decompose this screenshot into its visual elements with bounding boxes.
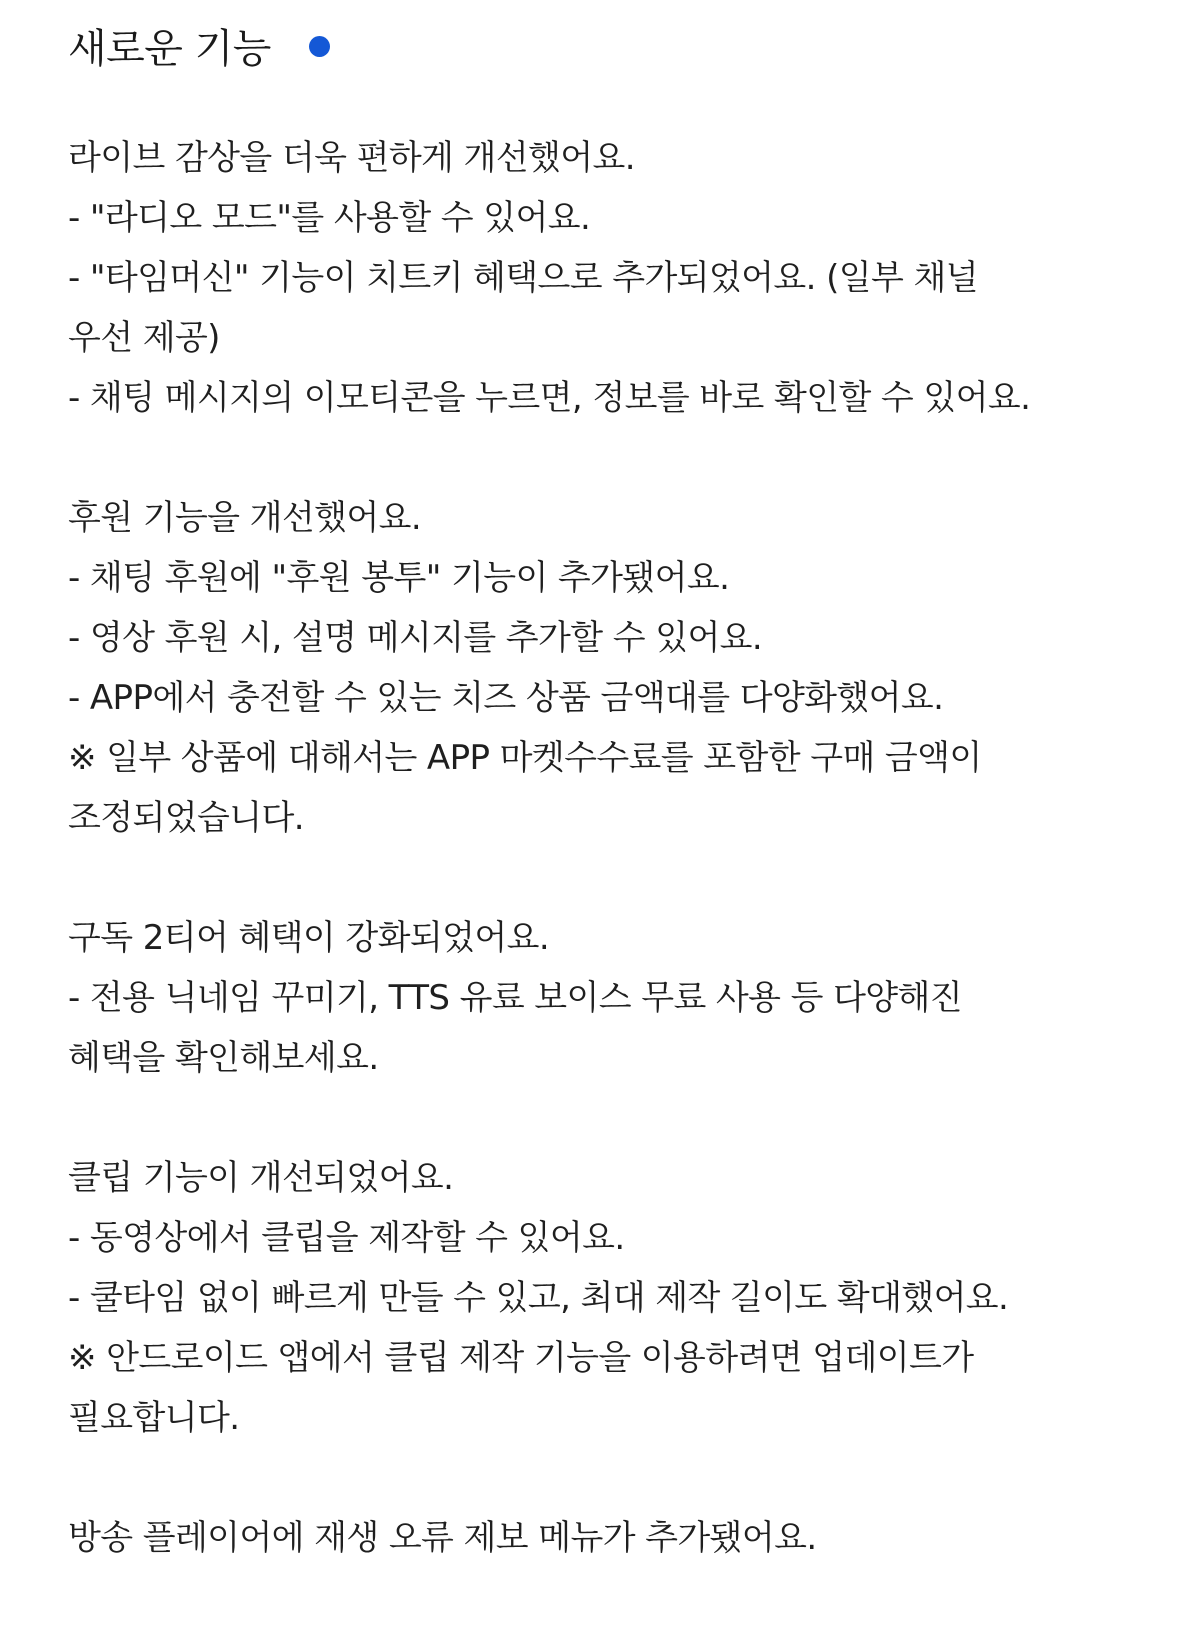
page-title: 새로운 기능 [68, 26, 271, 72]
note-line: - 쿨타임 없이 빠르게 만들 수 있고, 최대 제작 길이도 확대했어요. [68, 1278, 1009, 1318]
note-line: 필요합니다. [68, 1398, 240, 1438]
section-heading: 후원 기능을 개선했어요. [68, 498, 422, 538]
note-line: 우선 제공) [68, 318, 220, 358]
section-donation [68, 488, 1148, 848]
note-line: - APP에서 충전할 수 있는 치즈 상품 금액대를 다양화했어요. [68, 678, 944, 718]
section-heading: 클립 기능이 개선되었어요. [68, 1158, 454, 1198]
page-header [68, 18, 1200, 80]
note-line: ※ 안드로이드 앱에서 클립 제작 기능을 이용하려면 업데이트가 [68, 1338, 974, 1378]
section-subscription [68, 908, 1148, 1088]
note-line: - 영상 후원 시, 설명 메시지를 추가할 수 있어요. [68, 618, 763, 658]
new-indicator-dot [309, 36, 330, 57]
note-line: - 채팅 메시지의 이모티콘을 누르면, 정보를 바로 확인할 수 있어요. [68, 378, 1031, 418]
note-line: 혜택을 확인해보세요. [68, 1038, 379, 1078]
note-line: - 채팅 후원에 "후원 봉투" 기능이 추가됐어요. [68, 558, 730, 598]
note-line: ※ 일부 상품에 대해서는 APP 마켓수수료를 포함한 구매 금액이 [68, 738, 982, 778]
release-notes [68, 128, 1148, 1568]
note-line: 조정되었습니다. [68, 798, 304, 838]
section-clips [68, 1148, 1148, 1448]
note-line: - 동영상에서 클립을 제작할 수 있어요. [68, 1218, 625, 1258]
section-player [68, 1508, 1148, 1568]
note-line: - "라디오 모드"를 사용할 수 있어요. [68, 198, 591, 238]
section-heading: 구독 2티어 혜택이 강화되었어요. [68, 918, 550, 958]
note-line: - "타임머신" 기능이 치트키 혜택으로 추가되었어요. (일부 채널 [68, 258, 978, 298]
note-line: - 전용 닉네임 꾸미기, TTS 유료 보이스 무료 사용 등 다양해진 [68, 978, 963, 1018]
section-heading: 라이브 감상을 더욱 편하게 개선했어요. [68, 138, 635, 178]
section-heading: 방송 플레이어에 재생 오류 제보 메뉴가 추가됐어요. [68, 1518, 817, 1558]
section-live-viewing [68, 128, 1148, 428]
